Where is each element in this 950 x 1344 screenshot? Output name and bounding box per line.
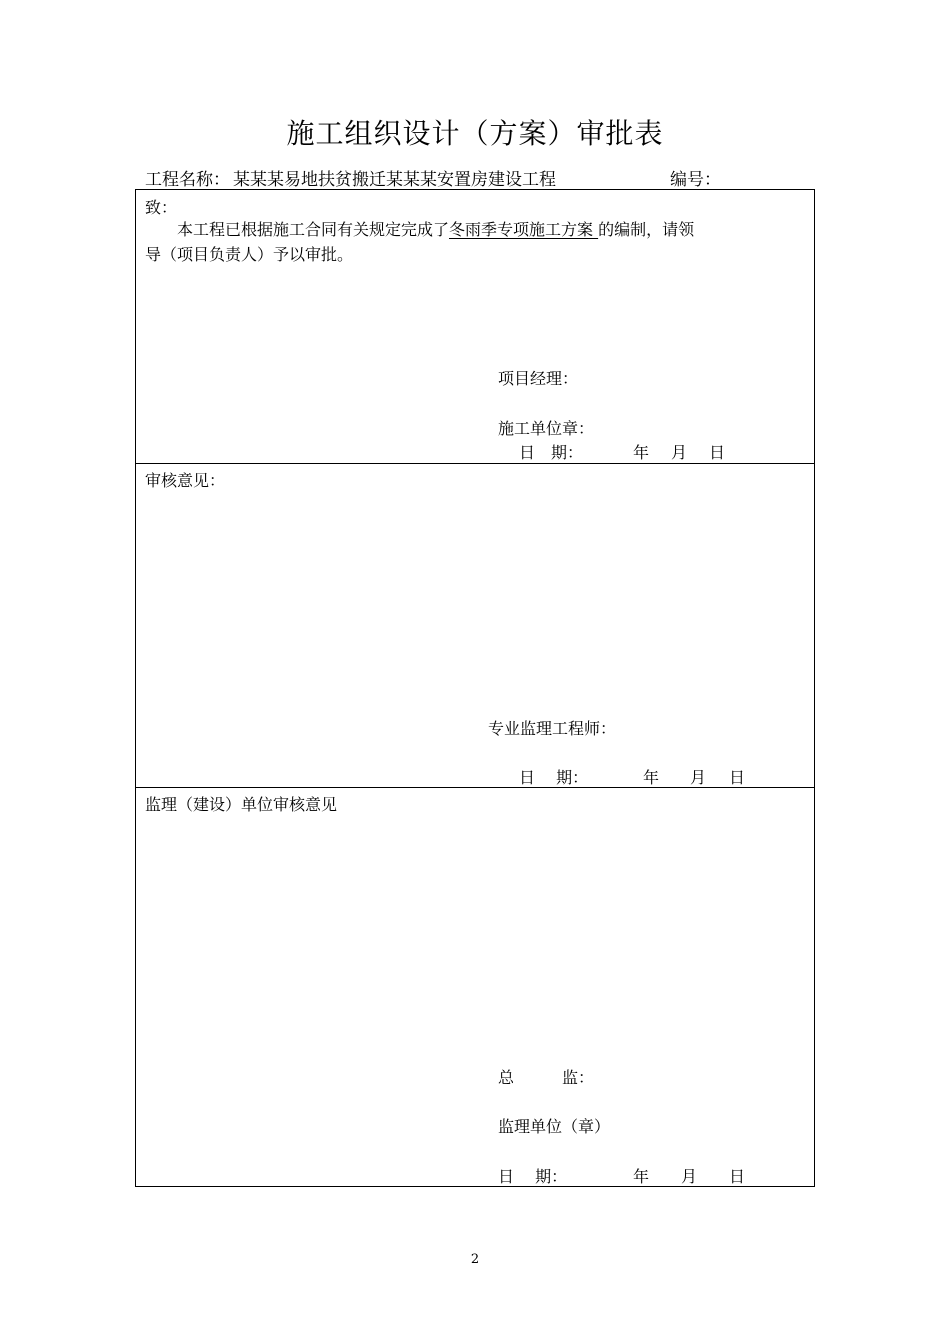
year-label-3: 年 [633,1167,650,1186]
project-manager-label: 项目经理： [498,369,579,388]
request-line-1 [177,217,694,240]
scheme-name: 冬雨季专项施工方案 [449,220,599,239]
to-label: 致： [145,198,178,217]
contractor-seal-label: 施工单位章： [498,419,595,438]
request-line-2: 导（项目负责人）予以审批。 [145,245,354,264]
month-label-1: 月 [671,443,688,462]
supervising-engineer-label: 专业监理工程师： [488,719,617,738]
month-label-3: 月 [681,1167,698,1186]
form-title: 施工组织设计（方案）审批表 [286,117,664,150]
day-label-1: 日 [709,443,726,462]
project-name: 某某某易地扶贫搬迁某某某安置房建设工程 [233,170,556,190]
project-label: 工程名称： [145,170,230,190]
day-label-2: 日 [729,768,746,787]
row-divider-2 [135,787,815,788]
month-label-2: 月 [690,768,707,787]
page-number: 2 [470,1252,480,1267]
review-opinion-label: 审核意见： [145,471,226,490]
supervision-unit-opinion-label: 监理（建设）单位审核意见 [145,795,338,814]
year-label-1: 年 [633,443,650,462]
date-label-2: 日 期： [519,768,589,787]
supervision-unit-seal-label: 监理单位（章） [498,1117,611,1136]
date-label-3: 日 期： [498,1167,568,1186]
row-divider-1 [135,463,815,464]
date-label-1: 日 期： [519,443,584,462]
approval-table [135,189,815,1187]
request-suffix: 的编制，请领 [598,220,695,239]
number-label: 编号： [670,170,721,190]
day-label-3: 日 [729,1167,746,1186]
year-label-2: 年 [643,768,660,787]
chief-supervisor-label: 总 监： [498,1068,595,1087]
request-prefix: 本工程已根据施工合同有关规定完成了 [177,220,450,239]
